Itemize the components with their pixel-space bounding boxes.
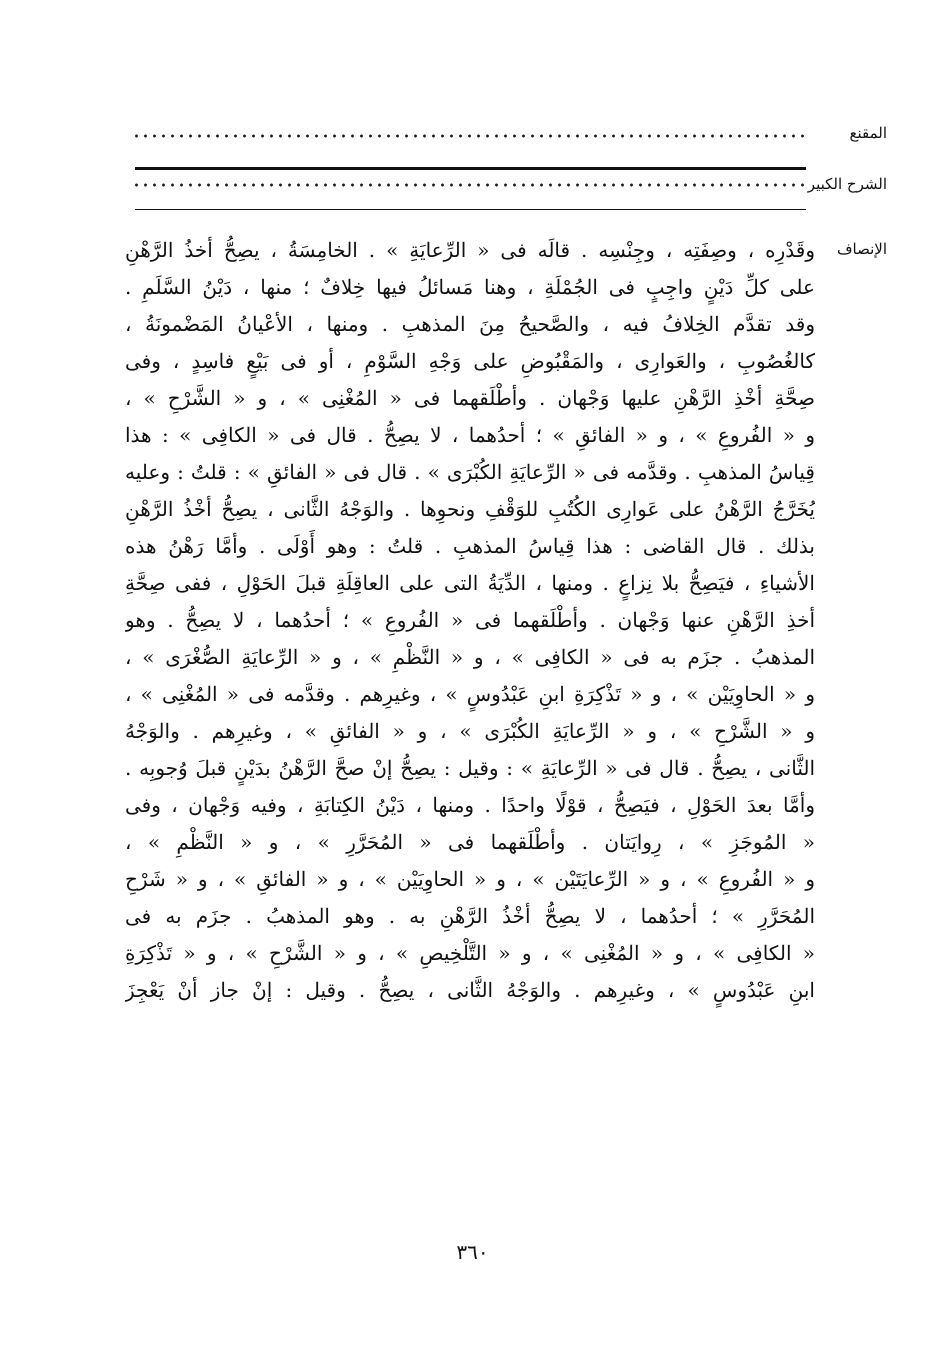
text-line: و « الشَّرْحِ » ، و « الرِّعايَةِ الكُبْرَى » ، و « الفائقِ » ، وغيرِهم . والوَجْهُ bbox=[125, 719, 815, 743]
text-line: وقد تقدَّم الخِلافُ فيه ، والصَّحيحُ مِنَ المذهبِ . ومنها ، الأعْيانُ المَضْمونَةُ ، bbox=[125, 312, 815, 336]
insaf-label: الإنصاف bbox=[836, 240, 887, 258]
text-line: « الكافِى » ، و « المُغْنِى » ، و « التَّلْخِيصِ » ، و « الشَّرْحِ » ، و « تَذْكِرَةِ bbox=[125, 941, 815, 965]
text-line: المذهبُ . جزَم به فى « الكافِى » ، و « النَّظْمِ » ، و « الرِّعايَةِ الصُّغْرَى » ، bbox=[125, 645, 815, 669]
text-line: صِحَّةِ أخْذِ الرَّهْنِ عليها وَجْهان . وأطْلَقهما فى « المُغْنِى » ، و « الشَّرْحِ » ، bbox=[125, 386, 815, 410]
text-line: المُحَرَّرِ » ؛ أحدُهما ، لا يصِحُّ أخْذُ الرَّهْنِ به . وهو المذهبُ . جزَم به فى bbox=[125, 904, 815, 928]
text-line: وقَدْرِه ، وصِفَتِه ، وجِنْسِه . قالَه فى « الرِّعايَةِ » . الخامِسَةُ ، يصِحُّ أخذُ الرَّهْنِ bbox=[125, 238, 815, 262]
header-divider-thick bbox=[135, 167, 806, 170]
text-line: و « الحاوِيَيْن » ، و « تَذْكِرَةِ ابنِ عَبْدُوسٍ » ، وغيرِهم . وقدَّمه فى « المُغْنِى » ، bbox=[125, 682, 815, 706]
main-text bbox=[125, 232, 815, 1009]
text-line: قِياسُ المذهبِ . وقدَّمه فى « الرِّعايَةِ الكُبْرَى » . قال فى « الفائقِ » : قلتُ : وعليه bbox=[125, 460, 815, 484]
text-line: و « الفُروعِ » ، و « الرِّعايَتَيْن » ، و « الحاوِيَيْن » ، و « الفائقِ » ، و « شَرْحِ bbox=[125, 867, 815, 891]
page-number: ٣٦٠ bbox=[456, 1240, 489, 1264]
sharh-kabir-dotted-line bbox=[132, 183, 807, 187]
text-line: على كلِّ دَيْنٍ واجِبٍ فى الجُمْلَةِ ، وهنا مَسائلُ فيها خِلافٌ ؛ منها ، دَيْنُ السَّلَمِ . bbox=[125, 275, 815, 299]
text-line: كالغُصُوبِ ، والعَوارِى ، والمَقْبُوضِ على وَجْهِ السَّوْمِ ، أو فى بَيْعٍ فاسِدٍ ، وفى bbox=[125, 349, 815, 373]
text-line: « المُوجَزِ » ، رِوايَتان . وأطْلَقهما فى « المُحَرَّرِ » ، و « النَّظْمِ » ، bbox=[125, 830, 815, 854]
header-divider-thin bbox=[135, 209, 806, 210]
sharh-kabir-label: الشرح الكبير bbox=[807, 175, 887, 193]
text-line: أخذِ الرَّهْنِ عنها وَجْهان . وأطْلَقهما فى « الفُروعِ » ؛ أحدُهما ، لا يصِحُّ . وهو bbox=[125, 608, 815, 632]
text-line: الثَّانى ، يصِحُّ . قال فى « الرِّعايَةِ » : وقيل : يصِحُّ إنْ صحَّ الرَّهْنُ بدَيْنٍ قبلَ وُجوبِه . bbox=[125, 756, 815, 780]
text-line: الأشياءِ ، فيَصِحُّ بلا نِزاعٍ . ومنها ، الدِّيَةُ التى على العاقِلَةِ قبلَ الحَوْلِ ، ففى صِحَّةِ bbox=[125, 571, 815, 595]
muqni-dotted-line bbox=[132, 134, 807, 138]
text-line: يُخَرَّجُ الرَّهْنُ على عَوارِى الكُتُبِ للوَقْفِ ونحوِها . والوَجْهُ الثَّانى ، يصِحُّ أخْذُ الرَّهْنِ bbox=[125, 497, 815, 521]
text-line: بذلك . قال القاضى : هذا قِياسُ المذهبِ . قلتُ : وهو أَوْلَى . وأمَّا رَهْنُ هذه bbox=[125, 534, 815, 558]
text-line: وأمَّا بعدَ الحَوْلِ ، فيَصِحُّ ، قوْلًا واحدًا . ومنها ، دَيْنُ الكِتابَةِ ، وفيه وَجْهان ، وفى bbox=[125, 793, 815, 817]
text-line: ابنِ عَبْدُوسٍ » ، وغيرِهم . والوَجْهُ الثَّانى ، يصِحُّ . وقيل : إنْ جاز أنْ يَعْجِزَ bbox=[125, 978, 815, 1002]
text-line: و « الفُروعِ » ، و « الفائقِ » ؛ أحدُهما ، لا يصِحُّ . قال فى « الكافِى » : هذا bbox=[125, 423, 815, 447]
muqni-label: المقنع bbox=[849, 124, 887, 142]
